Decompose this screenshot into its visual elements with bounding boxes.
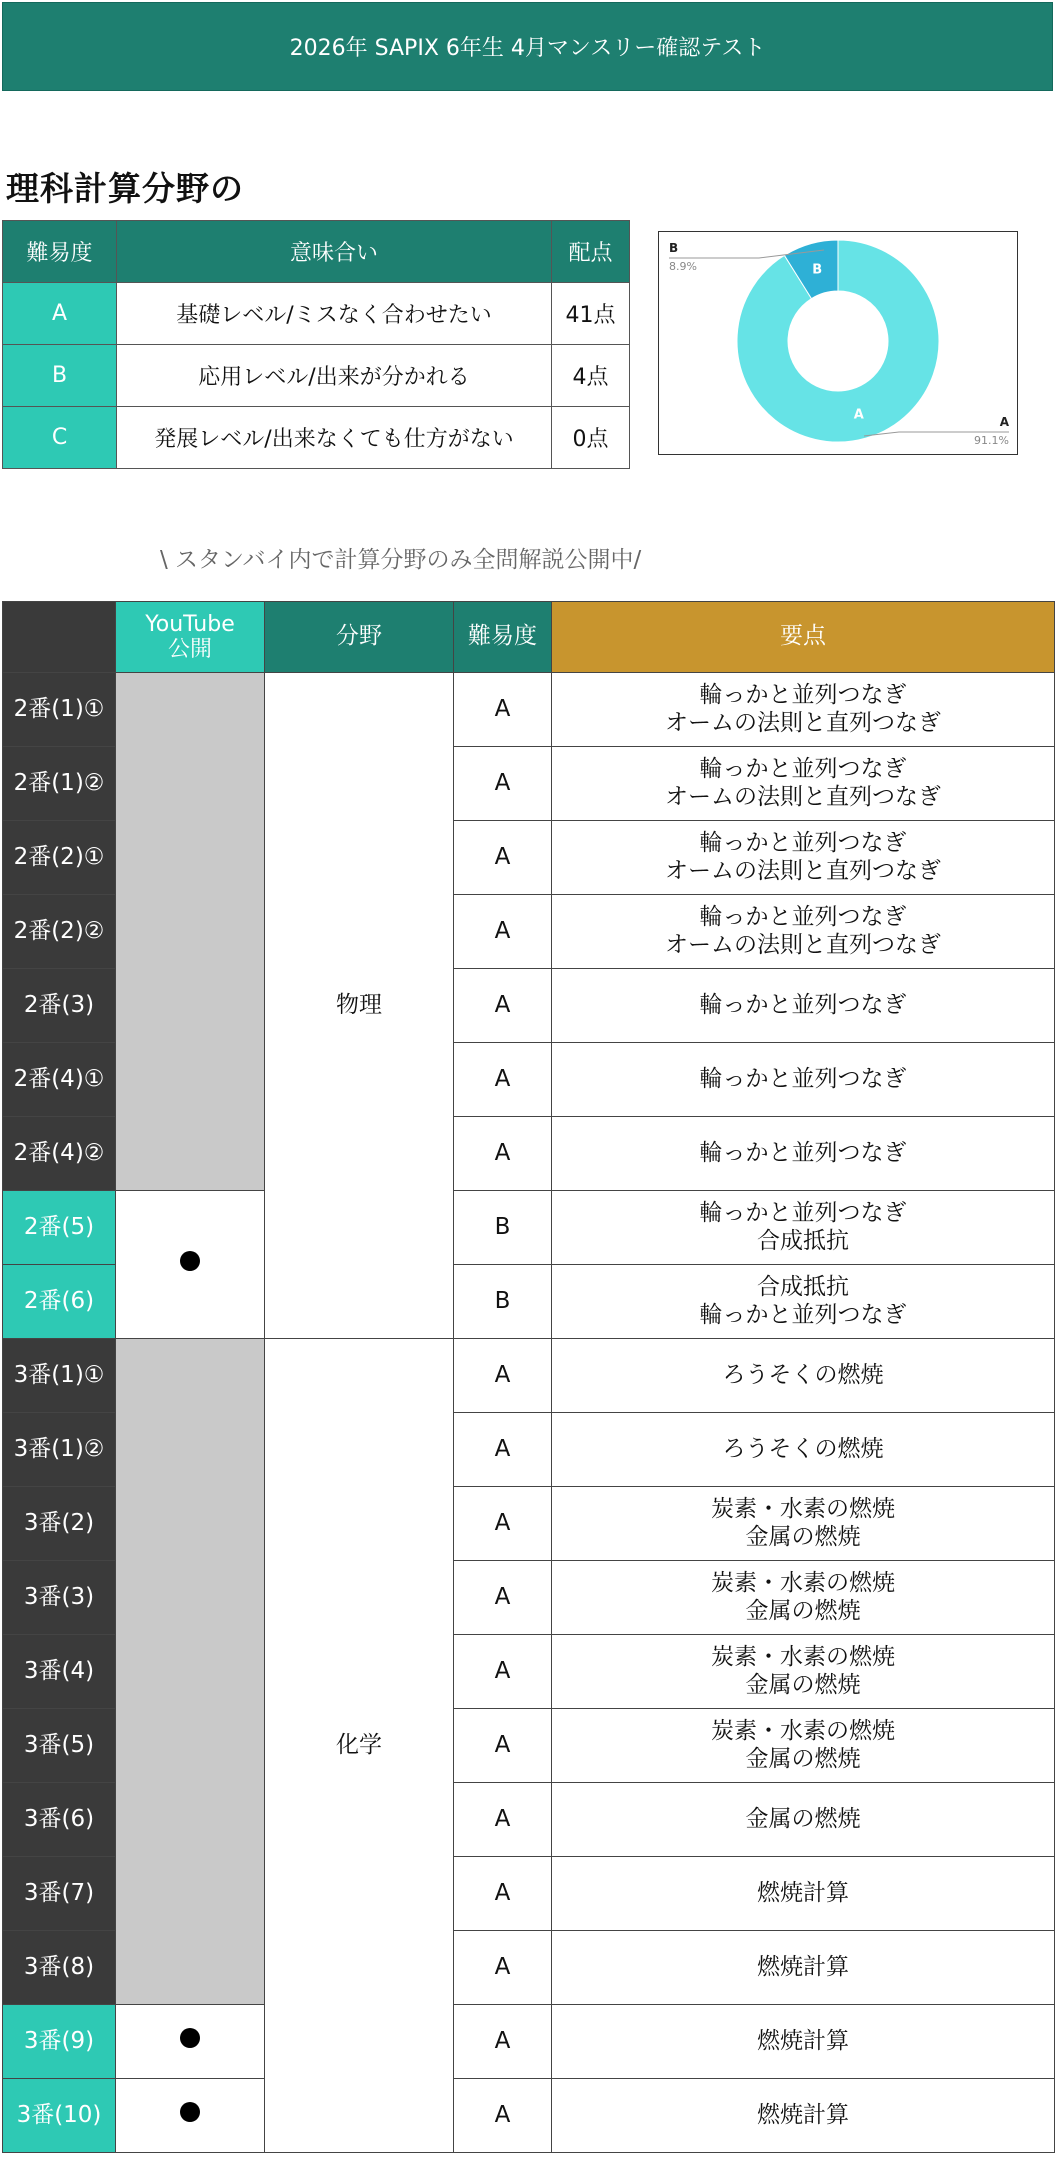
key-point-line2: 金属の燃焼 xyxy=(745,1523,861,1550)
difficulty-cell: A xyxy=(454,895,552,969)
legend-row xyxy=(3,345,630,407)
key-point-line2: 金属の燃焼 xyxy=(745,1745,861,1772)
page-title: 2026年 SAPIX 6年生 4月マンスリー確認テスト xyxy=(289,36,766,61)
difficulty-legend-table xyxy=(2,220,630,469)
difficulty-cell: A xyxy=(454,1117,552,1191)
key-point-cell xyxy=(552,1561,1055,1635)
key-point-line2: オームの法則と直列つなぎ xyxy=(665,783,941,810)
key-point-cell xyxy=(552,1635,1055,1709)
public-dot-icon xyxy=(180,1251,200,1271)
header-field: 分野 xyxy=(265,602,454,673)
key-point-line1: 輪っかと並列つなぎ xyxy=(699,829,907,856)
question-number: 3番(2) xyxy=(3,1487,116,1561)
key-point-cell xyxy=(552,1857,1055,1931)
question-number: 3番(4) xyxy=(3,1635,116,1709)
difficulty-cell: A xyxy=(454,2005,552,2079)
legend-row xyxy=(3,407,630,469)
difficulty-cell: A xyxy=(454,1487,552,1561)
table-row xyxy=(3,1339,1055,1413)
key-point-cell xyxy=(552,1783,1055,1857)
key-point-line1: 輪っかと並列つなぎ xyxy=(699,991,907,1018)
key-point-line1: ろうそくの燃焼 xyxy=(722,1361,884,1388)
question-number: 2番(2)① xyxy=(3,821,116,895)
question-number: 3番(6) xyxy=(3,1783,116,1857)
legend-level: A xyxy=(3,283,117,345)
legend-header-level: 難易度 xyxy=(3,221,117,283)
difficulty-cell: A xyxy=(454,969,552,1043)
question-number: 2番(1)① xyxy=(3,673,116,747)
key-point-line1: ろうそくの燃焼 xyxy=(722,1435,884,1462)
question-number: 3番(1)② xyxy=(3,1413,116,1487)
legend-header-points: 配点 xyxy=(552,221,630,283)
question-table xyxy=(2,601,1055,2153)
key-point-line1: 輪っかと並列つなぎ xyxy=(699,681,907,708)
promo-text: \ スタンバイ内で計算分野のみ全問解説公開中/ xyxy=(160,547,642,573)
difficulty-cell: A xyxy=(454,821,552,895)
key-point-line1: 燃焼計算 xyxy=(757,2101,849,2128)
legend-level: B xyxy=(3,345,117,407)
key-point-line1: 燃焼計算 xyxy=(757,1879,849,1906)
youtube-public-cell xyxy=(116,1191,265,1339)
key-point-cell xyxy=(552,2005,1055,2079)
table-row xyxy=(3,2005,1055,2079)
difficulty-cell: A xyxy=(454,1635,552,1709)
key-point-line1: 輪っかと並列つなぎ xyxy=(699,1199,907,1226)
key-point-cell xyxy=(552,747,1055,821)
key-point-cell xyxy=(552,1191,1055,1265)
question-number: 2番(5) xyxy=(3,1191,116,1265)
question-number: 2番(2)② xyxy=(3,895,116,969)
question-number: 3番(8) xyxy=(3,1931,116,2005)
question-number: 3番(1)① xyxy=(3,1339,116,1413)
field-cell: 化学 xyxy=(265,1339,454,2153)
difficulty-cell: A xyxy=(454,1709,552,1783)
question-number: 2番(4)② xyxy=(3,1117,116,1191)
key-point-line1: 合成抵抗 xyxy=(757,1273,849,1300)
difficulty-cell: A xyxy=(454,1857,552,1931)
key-point-cell xyxy=(552,1043,1055,1117)
key-point-line1: 輪っかと並列つなぎ xyxy=(699,1139,907,1166)
question-number: 3番(5) xyxy=(3,1709,116,1783)
header-youtube-line2: 公開 xyxy=(167,637,212,662)
callout-label-a: A xyxy=(999,415,1009,429)
key-point-cell xyxy=(552,1117,1055,1191)
callout-percent-a: 91.1% xyxy=(974,434,1009,447)
key-point-cell xyxy=(552,1709,1055,1783)
callout-percent-b: 8.9% xyxy=(669,260,697,273)
question-number: 3番(9) xyxy=(3,2005,116,2079)
question-number: 2番(6) xyxy=(3,1265,116,1339)
callout-label-b: B xyxy=(669,241,679,255)
key-point-cell xyxy=(552,821,1055,895)
legend-meaning: 基礎レベル/ミスなく合わせたい xyxy=(117,283,552,345)
difficulty-cell: A xyxy=(454,673,552,747)
legend-points: 4点 xyxy=(552,345,630,407)
legend-points: 41点 xyxy=(552,283,630,345)
key-point-cell xyxy=(552,969,1055,1043)
key-point-line1: 輪っかと並列つなぎ xyxy=(699,755,907,782)
difficulty-cell: B xyxy=(454,1265,552,1339)
difficulty-cell: A xyxy=(454,1043,552,1117)
question-number: 2番(4)① xyxy=(3,1043,116,1117)
key-point-line1: 輪っかと並列つなぎ xyxy=(699,1065,907,1092)
difficulty-cell: A xyxy=(454,1413,552,1487)
difficulty-cell: A xyxy=(454,1561,552,1635)
key-point-cell xyxy=(552,895,1055,969)
key-point-line2: オームの法則と直列つなぎ xyxy=(665,931,941,958)
donut-slice-label: A xyxy=(853,407,864,423)
field-cell: 物理 xyxy=(265,673,454,1339)
key-point-line1: 燃焼計算 xyxy=(757,2027,849,2054)
legend-level: C xyxy=(3,407,117,469)
legend-points: 0点 xyxy=(552,407,630,469)
table-row xyxy=(3,1191,1055,1265)
legend-row xyxy=(3,283,630,345)
legend-meaning: 応用レベル/出来が分かれる xyxy=(117,345,552,407)
difficulty-cell: A xyxy=(454,1931,552,2005)
header-youtube-line1: YouTube xyxy=(145,611,235,637)
difficulty-donut-chart xyxy=(658,231,1018,455)
key-point-line2: 輪っかと並列つなぎ xyxy=(699,1301,907,1328)
header-blank xyxy=(3,602,116,673)
key-point-cell xyxy=(552,1487,1055,1561)
difficulty-cell: A xyxy=(454,747,552,821)
key-point-line1: 炭素・水素の燃焼 xyxy=(711,1643,895,1670)
youtube-private-cell xyxy=(116,1339,265,2005)
youtube-public-cell xyxy=(116,2079,265,2153)
header-points: 要点 xyxy=(552,602,1055,673)
table-row xyxy=(3,673,1055,747)
key-point-line2: オームの法則と直列つなぎ xyxy=(665,709,941,736)
key-point-cell xyxy=(552,1413,1055,1487)
key-point-cell xyxy=(552,1931,1055,2005)
question-number: 3番(3) xyxy=(3,1561,116,1635)
key-point-line1: 燃焼計算 xyxy=(757,1953,849,1980)
legend-meaning: 発展レベル/出来なくても仕方がない xyxy=(117,407,552,469)
donut-slice-label: B xyxy=(812,262,823,278)
key-point-cell xyxy=(552,1265,1055,1339)
question-number: 3番(10) xyxy=(3,2079,116,2153)
key-point-line2: 金属の燃焼 xyxy=(745,1597,861,1624)
legend-header-meaning: 意味合い xyxy=(117,221,552,283)
difficulty-cell: A xyxy=(454,1783,552,1857)
header-bar xyxy=(2,2,1053,91)
key-point-line1: 金属の燃焼 xyxy=(745,1805,861,1832)
key-point-line1: 炭素・水素の燃焼 xyxy=(711,1717,895,1744)
key-point-line2: 合成抵抗 xyxy=(757,1227,849,1254)
key-point-line1: 輪っかと並列つなぎ xyxy=(699,903,907,930)
youtube-private-cell xyxy=(116,673,265,1191)
section-title: 理科計算分野の xyxy=(6,169,244,208)
difficulty-cell: A xyxy=(454,1339,552,1413)
difficulty-cell: A xyxy=(454,2079,552,2153)
key-point-line2: オームの法則と直列つなぎ xyxy=(665,857,941,884)
key-point-cell xyxy=(552,1339,1055,1413)
key-point-line2: 金属の燃焼 xyxy=(745,1671,861,1698)
difficulty-cell: B xyxy=(454,1191,552,1265)
donut-svg xyxy=(659,232,1017,454)
youtube-public-cell xyxy=(116,2005,265,2079)
public-dot-icon xyxy=(180,2102,200,2122)
key-point-line1: 炭素・水素の燃焼 xyxy=(711,1495,895,1522)
header-youtube xyxy=(116,602,265,673)
question-number: 3番(7) xyxy=(3,1857,116,1931)
header-difficulty: 難易度 xyxy=(454,602,552,673)
key-point-cell xyxy=(552,2079,1055,2153)
key-point-cell xyxy=(552,673,1055,747)
question-number: 2番(1)② xyxy=(3,747,116,821)
table-row xyxy=(3,2079,1055,2153)
public-dot-icon xyxy=(180,2028,200,2048)
key-point-line1: 炭素・水素の燃焼 xyxy=(711,1569,895,1596)
question-number: 2番(3) xyxy=(3,969,116,1043)
